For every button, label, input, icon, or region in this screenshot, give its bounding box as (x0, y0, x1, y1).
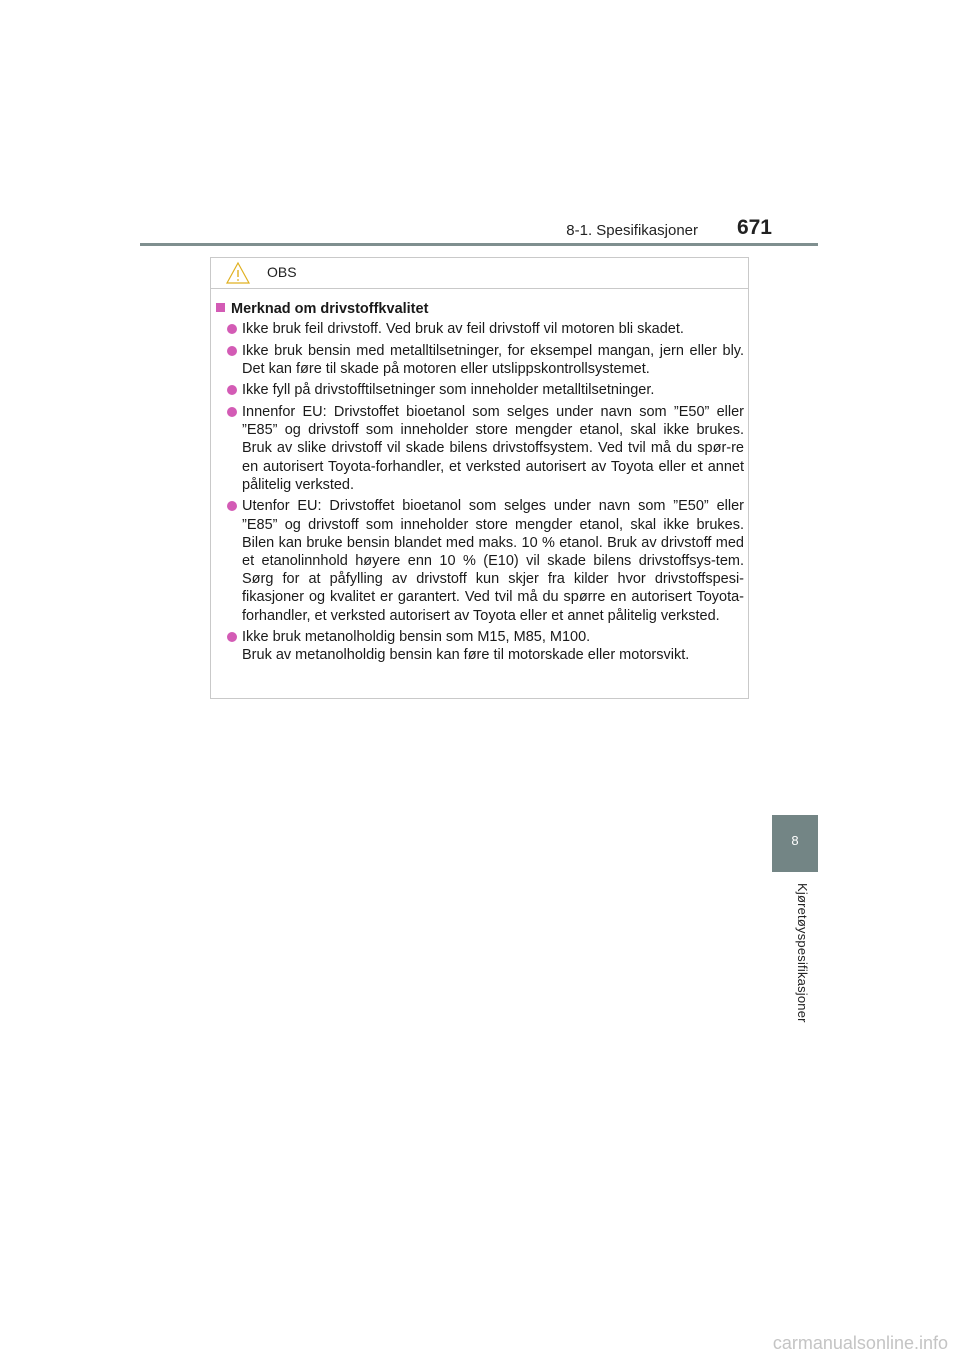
list-item-text: Ikke fyll på drivstofftilsetninger som inneholder metalltilsetninger. (242, 382, 655, 399)
section-heading-text: Merknad om drivstoffkvalitet (231, 301, 429, 317)
chapter-tab[interactable] (772, 815, 818, 872)
bullet-dot-icon (227, 346, 237, 356)
page-number: 671 (736, 216, 772, 239)
list-item (226, 381, 744, 399)
section-heading (216, 301, 428, 317)
list-item-continuation: Bruk av metanolholdig bensin kan føre til motorskade eller motorsvikt. (242, 647, 690, 664)
list-item (226, 497, 744, 624)
list-item (226, 342, 744, 378)
list-item-text: Ikke bruk feil drivstoff. Ved bruk av feil drivstoff vil motoren bli skadet. (242, 321, 684, 337)
watermark: carmanualsonline.info (772, 1333, 948, 1353)
page-header (140, 214, 818, 246)
list-item (226, 320, 744, 338)
list-item-text: Innenfor EU: Drivstoffet bioetanol som selges under navn som ”E50” eller ”E85” og drivstoff som inneholder store mengder etanol, skal ikke brukes. Bruk av slike drivstoff vil skade bilens drivstoffsystem. Ved tvil må du spør-re en autorisert Toyota-forhandler, et verksted autorisert av Toyota eller et annet pålitelig verksted. (242, 403, 744, 493)
list-item-text: Utenfor EU: Drivstoffet bioetanol som selges under navn som ”E50” eller ”E85” og drivstoff som inneholder store mengder etanol, skal ikke brukes. Bilen kan bruke bensin blandet med maks. 10 % etanol. Bruk av drivstoff med et etanolinnhold høyere enn 10 % (E10) vil skade bilens drivstoffsys-tem. Sørg for at påfylling av drivstoff kun skjer fra kilder hvor drivstoffspesi-fikasjoner og kvalitet er garantert. Ved tvil må du spørre en autorisert Toyota-forhandler, et verksted autorisert av Toyota eller et annet pålitelig verksted. (242, 498, 744, 624)
notice-header (211, 258, 748, 289)
bullet-dot-icon (227, 407, 237, 417)
bullet-dot-icon (227, 501, 237, 511)
warning-triangle-icon (225, 261, 251, 285)
square-bullet-icon (216, 303, 225, 312)
notice-title: OBS (267, 264, 297, 280)
bullet-dot-icon (227, 632, 237, 642)
notice-box (210, 257, 749, 699)
header-rule (140, 243, 818, 246)
notice-list (226, 320, 744, 668)
list-item (226, 403, 744, 494)
list-item (226, 628, 744, 664)
section-title: 8-1. Spesifikasjoner (566, 222, 698, 239)
bullet-dot-icon (227, 324, 237, 334)
bullet-dot-icon (227, 385, 237, 395)
list-item-text: Ikke bruk metanolholdig bensin som M15, M85, M100. (242, 629, 591, 646)
chapter-label: Kjøretøyspesifikasjoner (795, 883, 810, 1023)
chapter-number: 8 (791, 833, 799, 848)
list-item-text: Ikke bruk bensin med metalltilsetninger, for eksempel mangan, jern eller bly. Det kan føre til skade på motoren eller utslippskontrollsystemet. (242, 342, 744, 377)
